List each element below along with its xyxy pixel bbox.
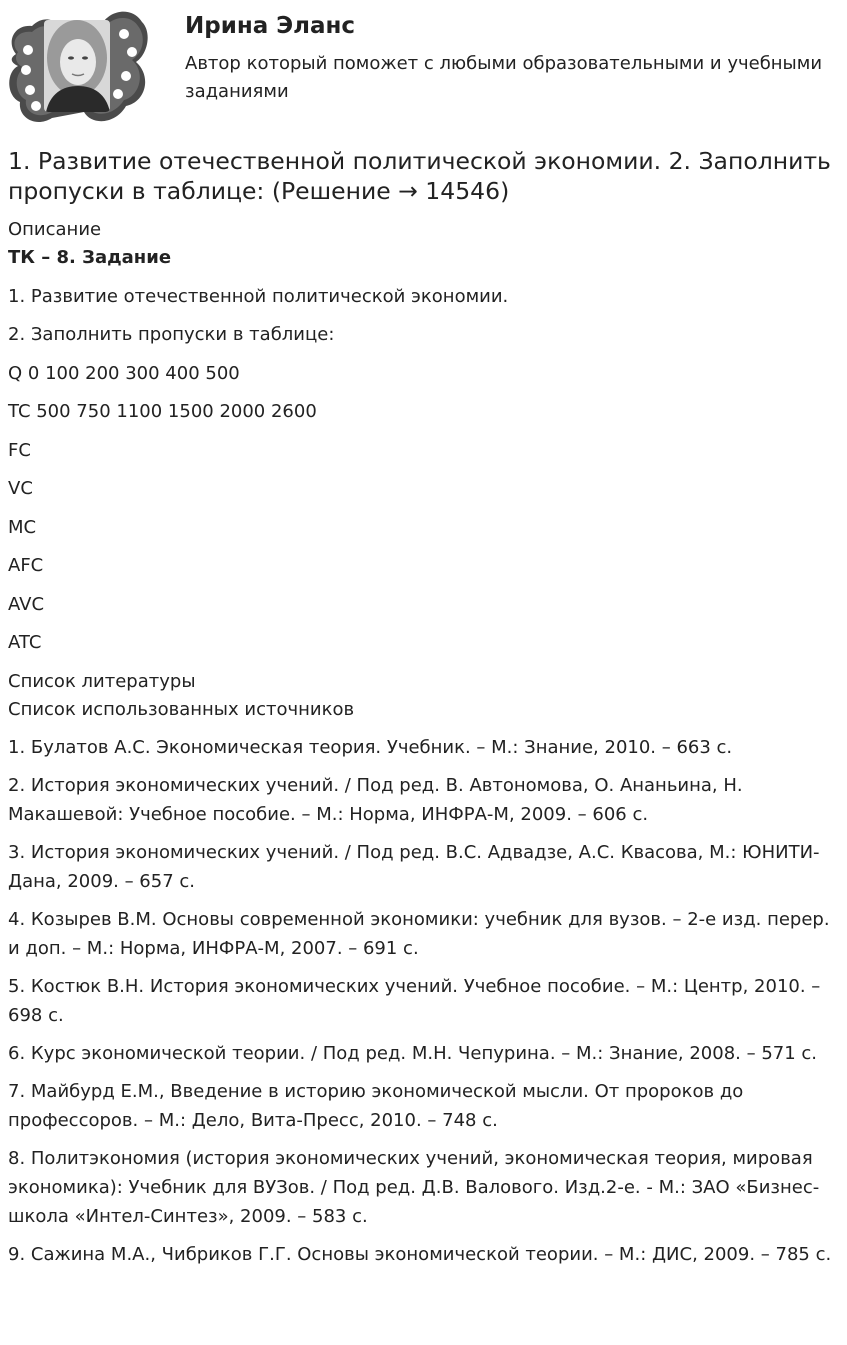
author-card	[0, 0, 847, 130]
reference-item: 3. История экономических учений. / Под ред. В.С. Адвадзе, А.С. Квасова, М.: ЮНИТИ-Дана, 2009. – 657 с.	[8, 841, 820, 892]
table-row-atc: ATC	[8, 632, 42, 653]
table-row-tc: TC 500 750 1100 1500 2000 2600	[8, 401, 317, 422]
table-row-vc: VC	[8, 478, 33, 499]
description-label: Описание	[8, 219, 102, 240]
table-row-mc: MC	[8, 516, 37, 538]
reference-item: 8. Политэкономия (история экономических учений, экономическая теория, мировая экономика): Учебник для ВУЗов. / Под ред. Д.В. Валового. Изд.2-е. - М.: ЗАО «Бизнес-школа «Интел-Синтез», 2009. – 583 с.	[8, 1147, 820, 1227]
task-body	[8, 283, 842, 658]
table-row-avc: AVC	[8, 593, 45, 615]
reference-item: 9. Сажина М.А., Чибриков Г.Г. Основы экономической теории. – М.: ДИС, 2009. – 785 с.	[8, 1243, 832, 1265]
table-row-fc: FC	[8, 439, 31, 461]
main-content	[8, 146, 842, 1269]
task-heading: ТК – 8. Задание	[8, 247, 172, 268]
reference-item: 6. Курс экономической теории. / Под ред. М.Н. Чепурина. – М.: Знание, 2008. – 571 с.	[8, 1042, 818, 1064]
table-row-afc: AFC	[8, 555, 44, 576]
reference-item: 4. Козырев В.М. Основы современной экономики: учебник для вузов. – 2-е изд. перер. и доп. – М.: Норма, ИНФРА-М, 2007. – 691 с.	[8, 908, 830, 959]
reference-list	[8, 733, 842, 1269]
author-description: Автор который поможет с любыми образовательными и учебными заданиями	[185, 53, 823, 102]
page-title: 1. Развитие отечественной политической экономии. 2. Заполнить пропуски в таблице: (Решение → 14546)	[8, 147, 831, 205]
author-name[interactable]: Ирина Эланс	[185, 13, 356, 39]
task-line: 1. Развитие отечественной политической экономии.	[8, 285, 509, 307]
reference-item: 7. Майбурд Е.М., Введение в историю экономической мысли. От пророков до профессоров. – М.: Дело, Вита-Пресс, 2010. – 748 с.	[8, 1080, 744, 1131]
reference-item: 2. История экономических учений. / Под ред. В. Автономова, О. Ананьина, Н. Макашевой: Учебное пособие. – М.: Норма, ИНФРА-М, 2009. – 606 с.	[8, 774, 743, 825]
task-line: 2. Заполнить пропуски в таблице:	[8, 324, 335, 345]
literature-subtitle: Список использованных источников	[8, 698, 355, 720]
literature-title: Список литературы	[8, 670, 196, 692]
avatar[interactable]	[6, 6, 152, 128]
reference-item: 1. Булатов А.С. Экономическая теория. Учебник. – М.: Знание, 2010. – 663 с.	[8, 736, 733, 758]
reference-item: 5. Костюк В.Н. История экономических учений. Учебное пособие. – М.: Центр, 2010. – 698 с.	[8, 975, 821, 1026]
portrait-photo	[44, 20, 110, 112]
avatar-image	[6, 6, 152, 128]
table-row-q: Q 0 100 200 300 400 500	[8, 362, 240, 384]
